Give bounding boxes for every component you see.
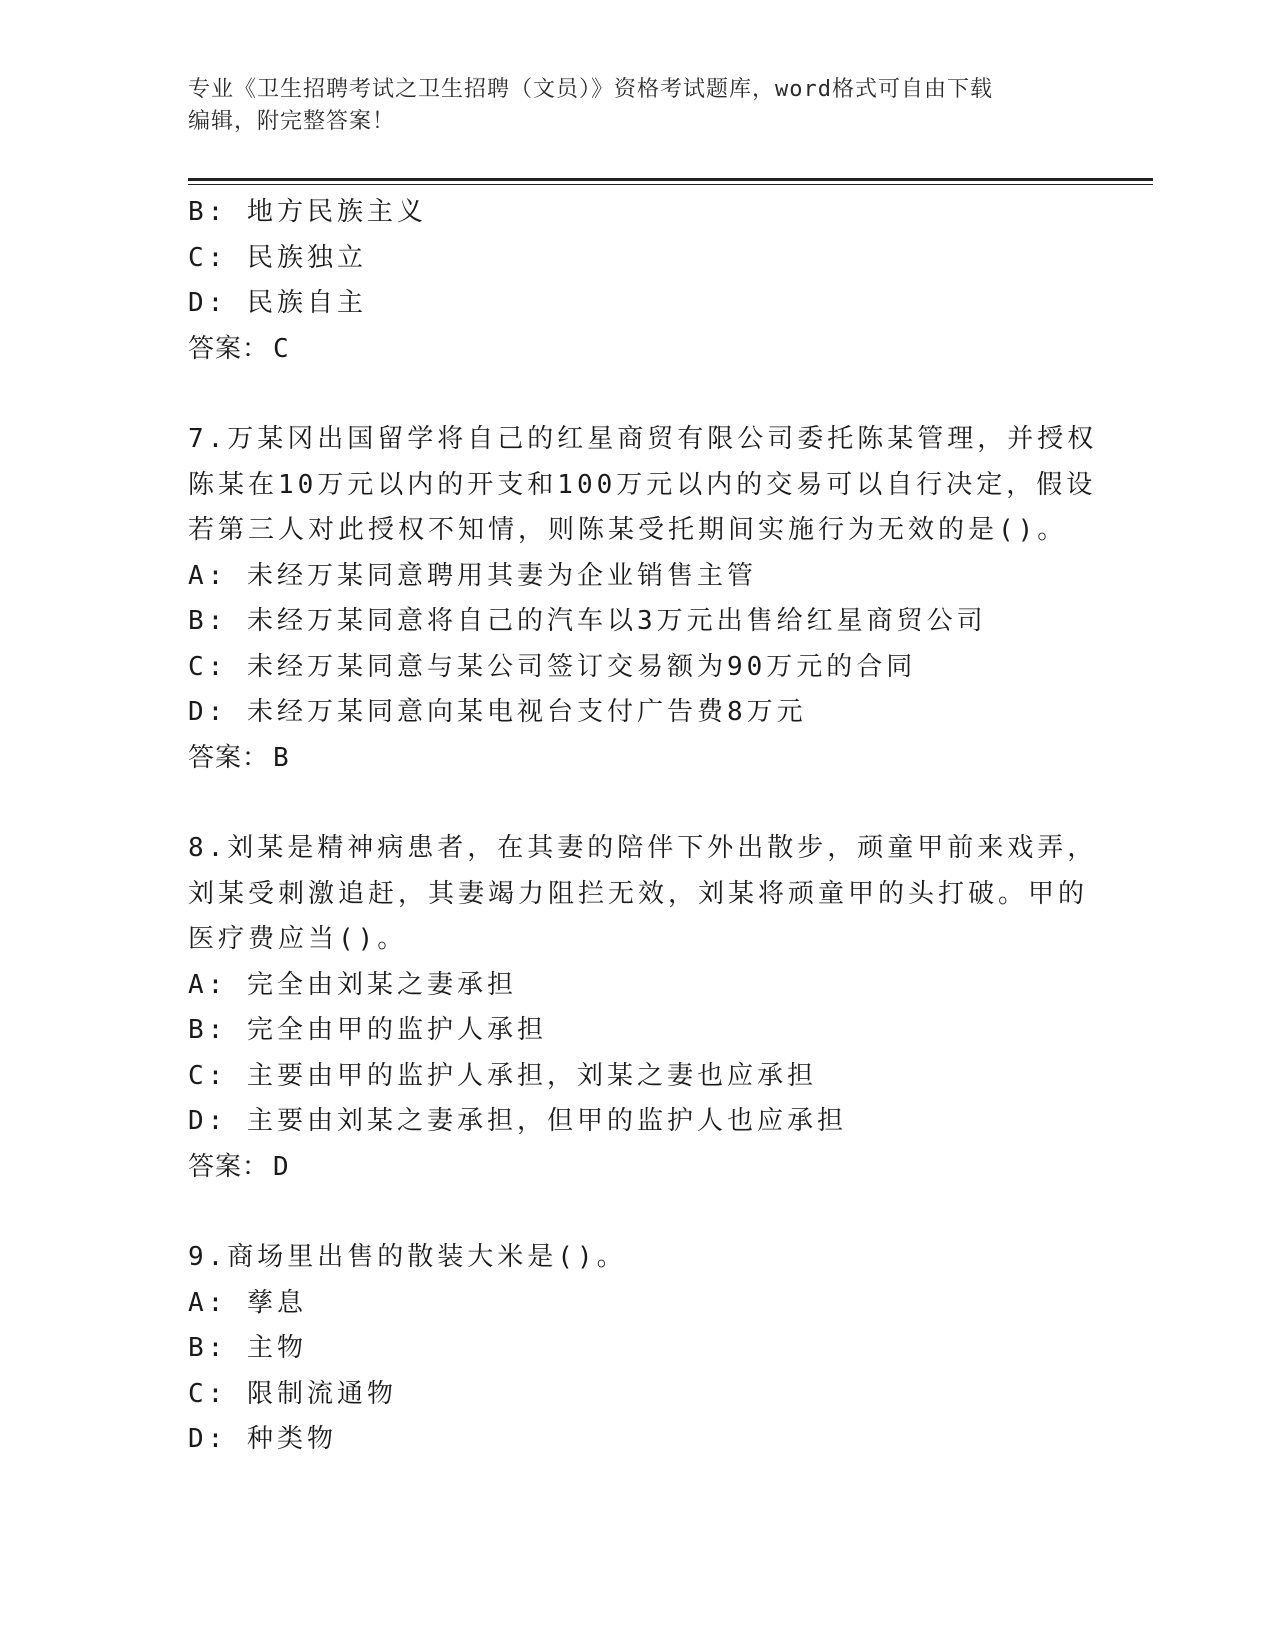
header-divider-thin	[188, 184, 1153, 185]
question-stem-line: 7.万某冈出国留学将自己的红星商贸有限公司委托陈某管理，并授权	[188, 424, 1098, 454]
answer-label: 答案：	[188, 1151, 270, 1182]
header-line-2: 编辑，附完整答案！	[188, 109, 396, 134]
option-c: C: 主要由甲的监护人承担，刘某之妻也应承担	[188, 1060, 817, 1091]
question-stem-line: 医疗费应当()。	[188, 924, 408, 954]
question-content	[188, 190, 1098, 1463]
option-a: A: 完全由刘某之妻承担	[188, 969, 517, 1000]
answer-value: B	[273, 742, 290, 773]
question-stem-line: 8.刘某是精神病患者，在其妻的陪伴下外出散步，顽童甲前来戏弄，	[188, 833, 1098, 863]
option-b: B: 未经万某同意将自己的汽车以3万元出售给红星商贸公司	[188, 606, 987, 636]
answer-line	[188, 1145, 1088, 1191]
question-8	[188, 826, 1098, 1190]
answer-line	[188, 736, 1088, 782]
question-stem-line: 陈某在10万元以内的开支和100万元以内的交易可以自行决定，假设	[188, 469, 1097, 500]
option-a: A: 孳息	[188, 1287, 307, 1318]
option-c: C: 民族独立	[188, 242, 367, 273]
header-divider-thick	[188, 178, 1153, 181]
answer-line	[188, 327, 1088, 373]
question-stem-line: 刘某受刺激追赶，其妻竭力阻拦无效，刘某将顽童甲的头打破。甲的	[188, 878, 1089, 909]
option-d: D: 种类物	[188, 1424, 337, 1454]
option-d: D: 民族自主	[188, 288, 367, 318]
question-stem-line: 若第三人对此授权不知情，则陈某受托期间实施行为无效的是()。	[188, 515, 1068, 545]
question-7	[188, 417, 1098, 781]
option-b: B: 主物	[188, 1333, 307, 1363]
answer-value: D	[273, 1151, 290, 1182]
option-b: B: 完全由甲的监护人承担	[188, 1015, 547, 1045]
answer-label: 答案：	[188, 742, 270, 773]
answer-label: 答案：	[188, 333, 270, 364]
option-c: C: 限制流通物	[188, 1378, 397, 1409]
question-stem-line: 9.商场里出售的散装大米是()。	[188, 1242, 627, 1272]
option-a: A: 未经万某同意聘用其妻为企业销售主管	[188, 560, 757, 591]
question-9	[188, 1235, 1088, 1463]
prev-question-block	[188, 190, 1088, 372]
header-line-1: 专业《卫生招聘考试之卫生招聘（文员）》资格考试题库，word格式可自由下载	[188, 77, 993, 102]
answer-value: C	[273, 333, 290, 364]
option-b: B: 地方民族主义	[188, 197, 427, 227]
option-d: D: 未经万某同意向某电视台支付广告费8万元	[188, 697, 807, 727]
option-c: C: 未经万某同意与某公司签订交易额为90万元的合同	[188, 651, 917, 682]
document-header	[188, 74, 1088, 138]
option-d: D: 主要由刘某之妻承担，但甲的监护人也应承担	[188, 1106, 847, 1136]
